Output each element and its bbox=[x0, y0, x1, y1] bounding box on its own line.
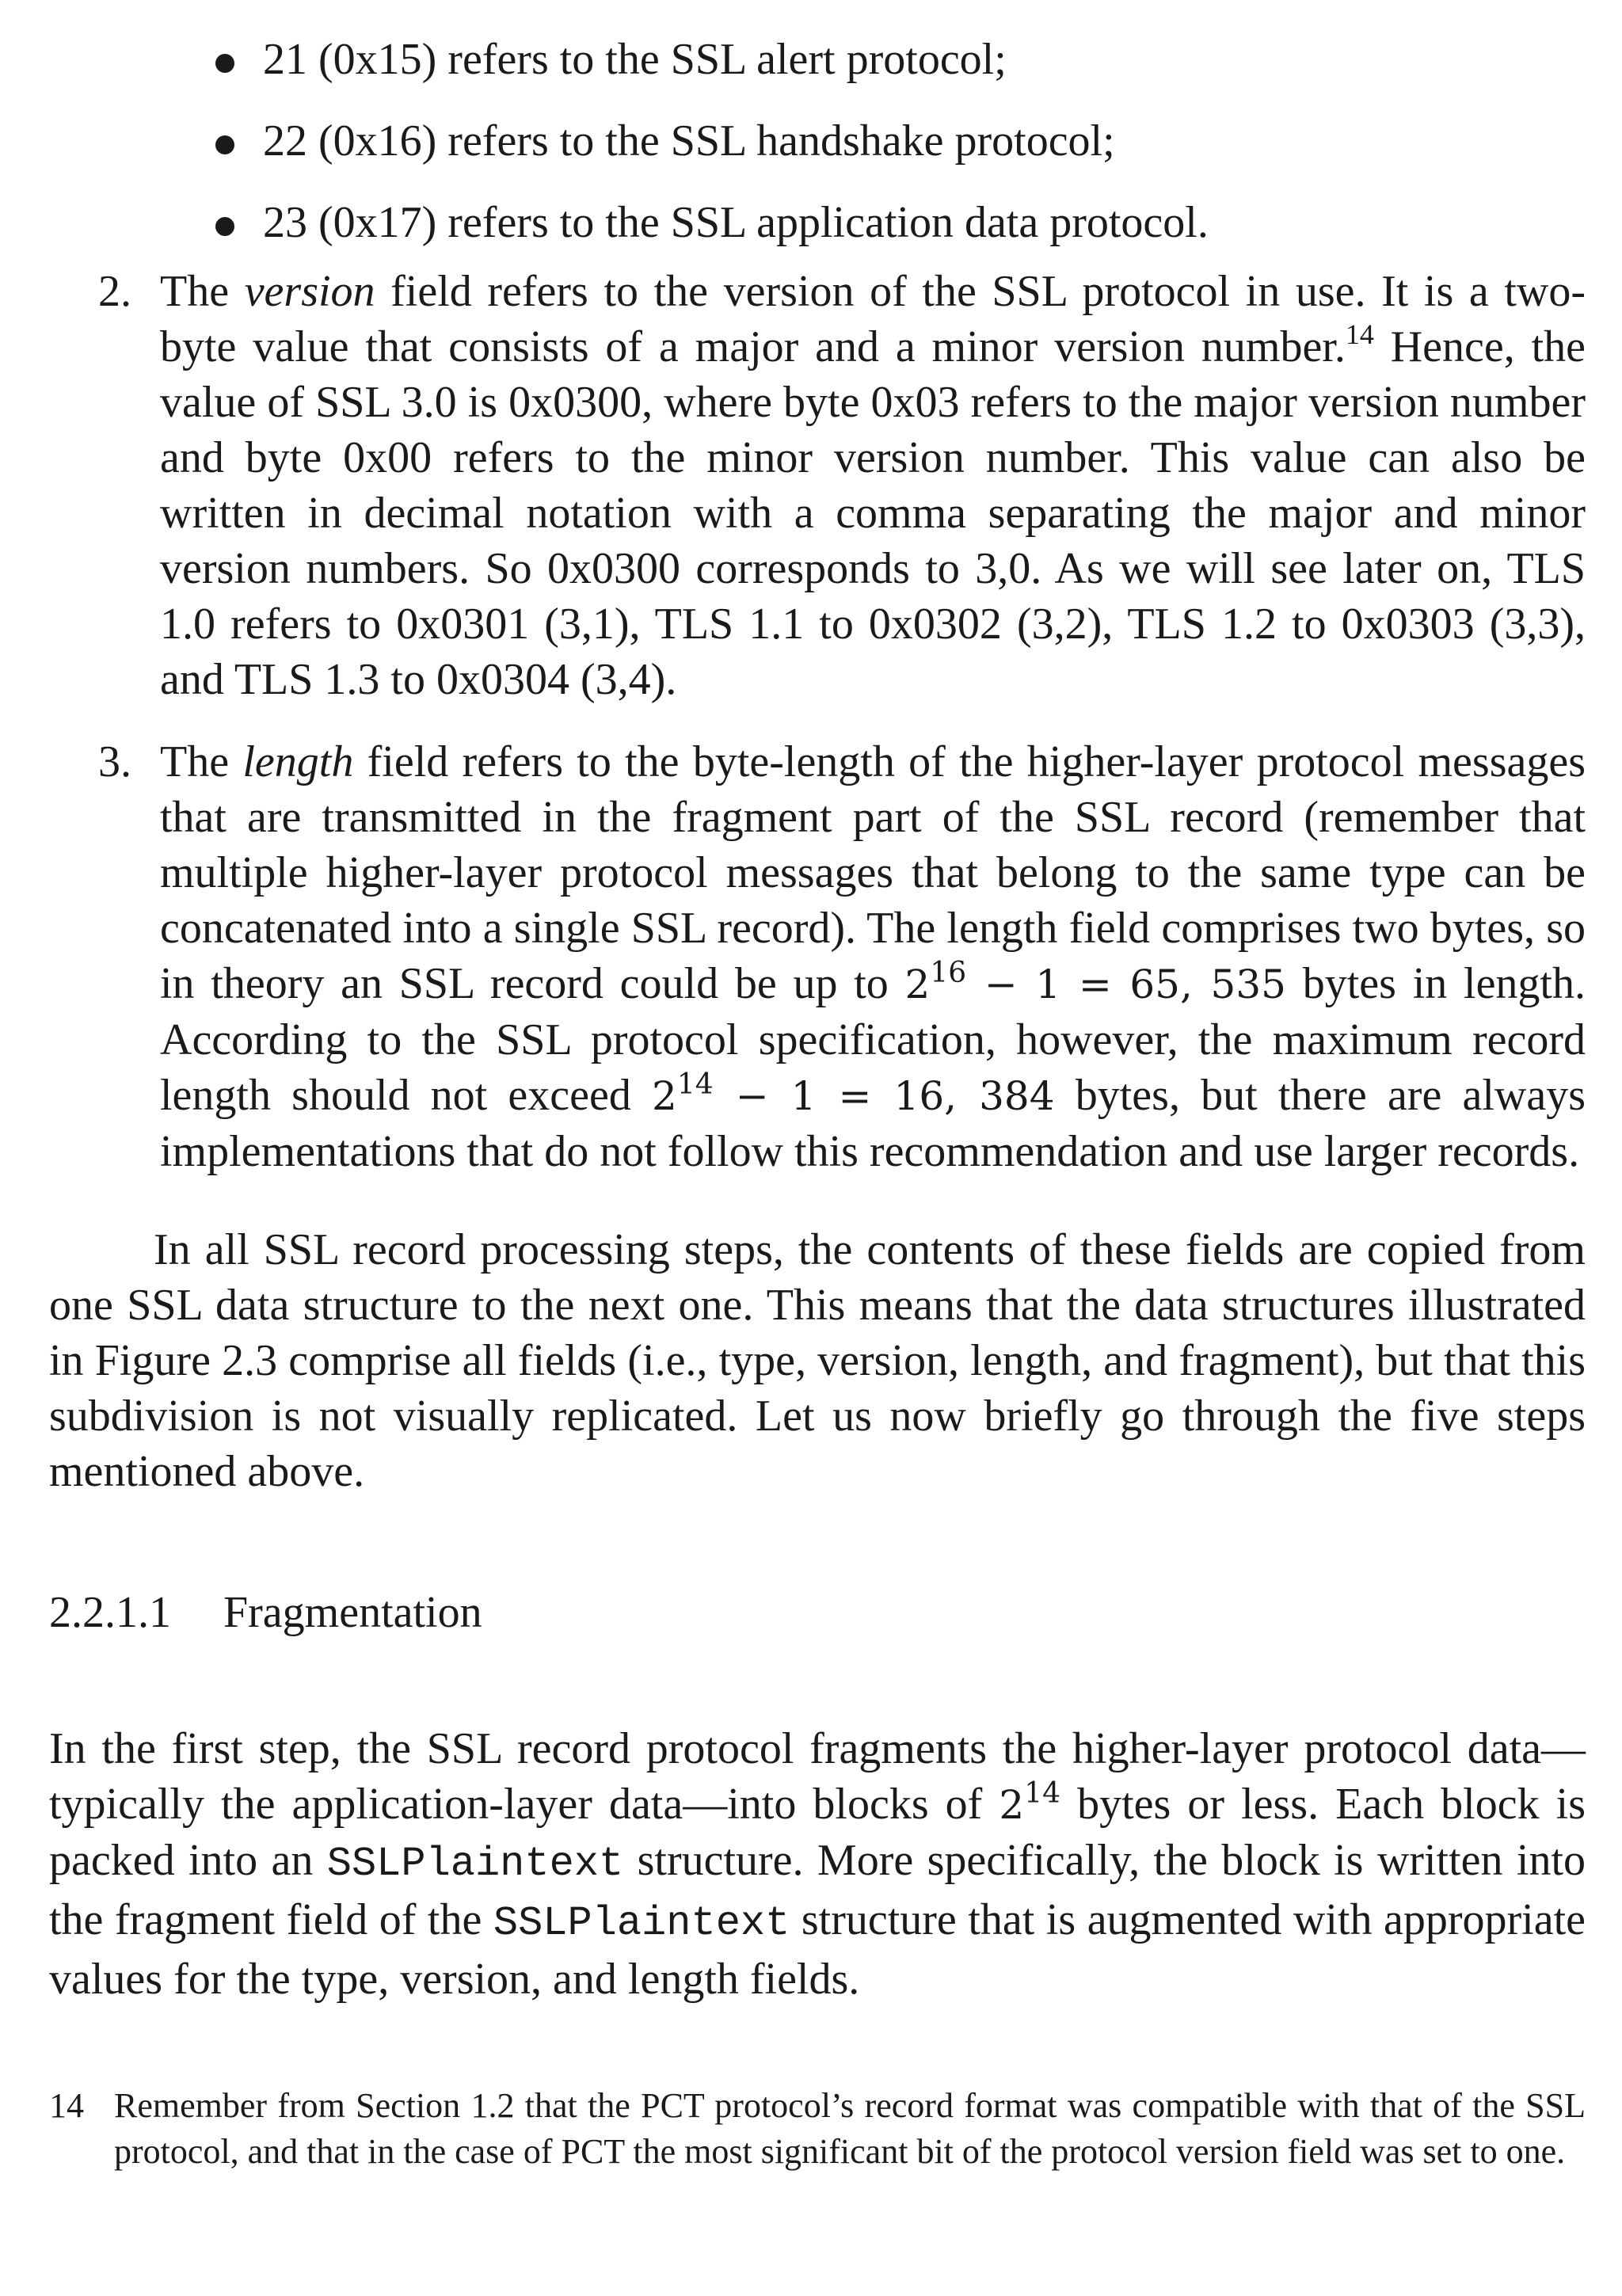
bullet-item: 22 (0x16) refers to the SSL handshake protocol; bbox=[211, 101, 1586, 182]
page bbox=[49, 19, 1586, 2175]
protocol-type-bullet-list bbox=[211, 19, 1586, 264]
field-description-list bbox=[49, 264, 1586, 1179]
body-paragraph: In all SSL record processing steps, the contents of these fields are copied from one SSL data structure to the next one. This means that the data structures illustrated in Figure 2.3 comprise all fields (i.e., type, version, length, and fragment), but that this subdivision is not visually replicated. Let us now briefly go through the five steps mentioned above. bbox=[49, 1225, 1586, 1496]
section-paragraph: In the first step, the SSL record protocol fragments the higher-layer protocol data—typically the application-layer data—into blocks of $2^{14}$ bytes or less. Each block is packed into an SSLPlaintext structure. More specifically, the block is written into the fragment field of the SSLPlaintext structure that is augmented with appropriate values for the type, version, and length fields. bbox=[49, 1724, 1586, 2004]
bullet-item: 21 (0x15) refers to the SSL alert protocol; bbox=[211, 19, 1586, 101]
code-identifier: SSLPlaintext bbox=[493, 1900, 790, 1947]
bullet-dot-icon bbox=[215, 217, 234, 236]
enum-number: 3. bbox=[98, 737, 131, 786]
bullet-dot-icon bbox=[215, 54, 234, 73]
footnote bbox=[49, 2083, 1586, 2175]
enum-item-version bbox=[49, 264, 1586, 707]
enum-text: The length field refers to the byte-length of the higher-layer protocol messages that are transmitted in the fragment part of the SSL record (remember that multiple higher-layer protocol messages that belong to the same type can be concatenated into a single SSL record). The length field comprises two bytes, so in theory an SSL record could be up to $2^{16} - 1 = 65$, 535 bytes in length. According to the SSL protocol specification, however, the maximum record length should not exceed $2^{14} - 1 = 16$, 384 bytes, but there are always implementations that do not follow this recommendation and use larger records. bbox=[160, 737, 1586, 1176]
section-title: Fragmentation bbox=[223, 1588, 482, 1637]
bullet-item: 23 (0x17) refers to the SSL application data protocol. bbox=[211, 182, 1586, 264]
enum-number: 2. bbox=[98, 267, 131, 316]
math-expression: $2^{14}$ bbox=[999, 1777, 1061, 1828]
footnote-text: Remember from Section 1.2 that the PCT protocol’s record format was compatible with that of the SSL protocol, and that in the case of PCT the most significant bit of the protocol version field was set to one. bbox=[114, 2086, 1586, 2171]
math-expression: $2^{14} - 1 = 16$, 384 bbox=[652, 1068, 1055, 1119]
code-identifier: SSLPlaintext bbox=[326, 1841, 624, 1887]
enum-item-length bbox=[49, 734, 1586, 1179]
section-heading bbox=[49, 1585, 1586, 1643]
footnote-ref[interactable]: 14 bbox=[1345, 318, 1374, 351]
section-number: 2.2.1.1 bbox=[49, 1588, 171, 1637]
bullet-dot-icon bbox=[215, 135, 234, 154]
footnote-number: 14 bbox=[49, 2086, 84, 2125]
math-expression: $2^{16} - 1 = 65$, 535 bbox=[904, 957, 1286, 1007]
enum-text: The version field refers to the version of the SSL protocol in use. It is a two-byte value that consists of a major and a minor version number.$^{14}$ Hence, the value of SSL 3.0 is 0x0300, where byte 0x03 refers to the major version number and byte 0x00 refers to the minor version number. This value can also be written in decimal notation with a comma separating the major and minor version numbers. So 0x0300 corresponds to 3,0. As we will see later on, TLS 1.0 refers to 0x0301 (3,1), TLS 1.1 to 0x0302 (3,2), TLS 1.2 to 0x0303 (3,3), and TLS 1.3 to 0x0304 (3,4). bbox=[160, 267, 1586, 704]
